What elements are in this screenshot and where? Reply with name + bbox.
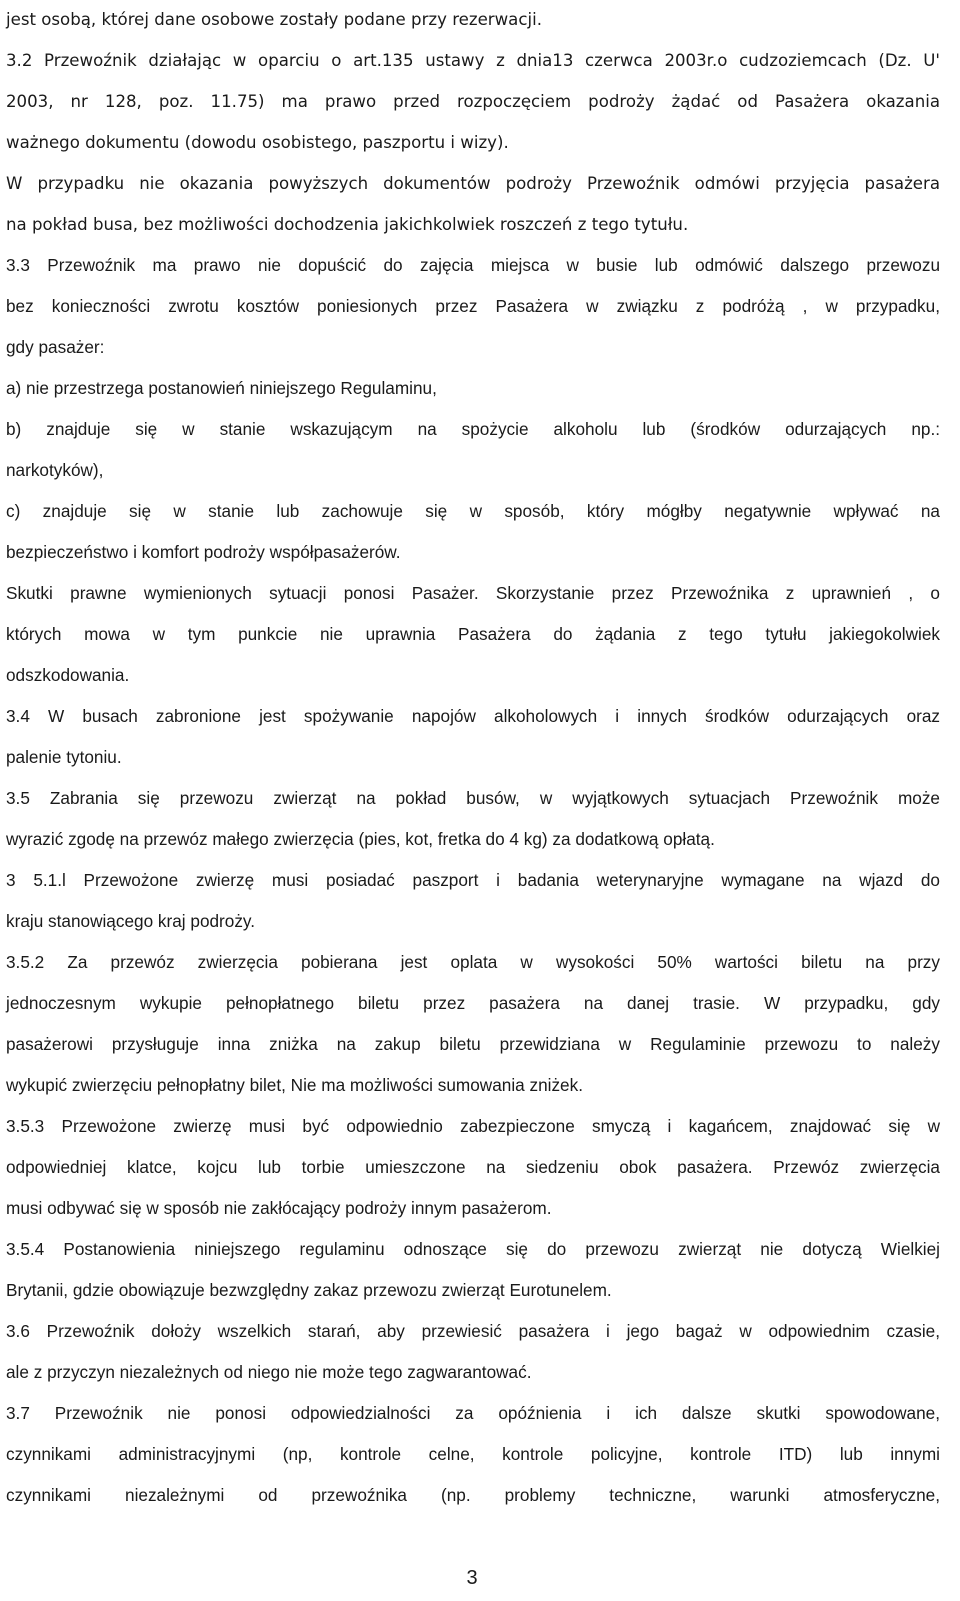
- text-line: 3.7 Przewoźnik nie ponosi odpowiedzialności za opóźnienia i ich dalsze skutki spowodowane,: [6, 1403, 940, 1423]
- text-line: wyrazić zgodę na przewóz małego zwierzęcia (pies, kot, fretka do 4 kg) za dodatkową opłatą.: [6, 829, 715, 849]
- text-line: 3 5.1.l Przewożone zwierzę musi posiadać paszport i badania weterynaryjne wymagane na wjazd do: [6, 870, 940, 890]
- text-line: palenie tytoniu.: [6, 747, 122, 767]
- text-line: kraju stanowiącego kraj podroży.: [6, 911, 256, 931]
- text-line: musi odbywać się w sposób nie zakłócający podroży innym pasażerom.: [6, 1198, 552, 1218]
- text-line: odpowiedniej klatce, kojcu lub torbie umieszczone na siedzeniu obok pasażera. Przewóz zwierzęcia: [6, 1157, 940, 1177]
- text-line: 3.4 W busach zabronione jest spożywanie napojów alkoholowych i innych środków odurzających oraz: [6, 706, 940, 726]
- document-page: [6, 0, 940, 1516]
- text-line: czynnikami niezależnymi od przewoźnika (np. problemy techniczne, warunki atmosferyczne,: [6, 1485, 940, 1505]
- text-line: jest osobą, której dane osobowe zostały podane przy rezerwacji.: [6, 10, 542, 29]
- text-line: a) nie przestrzega postanowień niniejszego Regulaminu,: [6, 378, 437, 398]
- text-line: 3.5 Zabrania się przewozu zwierząt na pokład busów, w wyjątkowych sytuacjach Przewoźnik może: [6, 788, 940, 808]
- text-line: W przypadku nie okazania powyższych dokumentów podroży Przewoźnik odmówi przyjęcia pasażera: [6, 174, 940, 193]
- text-line: 2003, nr 128, poz. 11.75) ma prawo przed rozpoczęciem podroży żądać od Pasażera okazania: [6, 92, 940, 111]
- text-line: czynnikami administracyjnymi (np, kontrole celne, kontrole policyjne, kontrole ITD) lub innymi: [6, 1444, 940, 1464]
- text-line: 3.5.3 Przewożone zwierzę musi być odpowiednio zabezpieczone smyczą i kagańcem, znajdować się w: [6, 1116, 940, 1136]
- text-line: bez konieczności zwrotu kosztów poniesionych przez Pasażera w związku z podróżą , w przypadku,: [6, 296, 940, 316]
- text-line: 3.2 Przewoźnik działając w oparciu o art.135 ustawy z dnia13 czerwca 2003r.o cudzoziemcach (Dz. U': [6, 51, 940, 70]
- text-line: narkotyków),: [6, 460, 104, 480]
- text-line: wykupić zwierzęciu pełnopłatny bilet, Nie ma możliwości sumowania zniżek.: [6, 1075, 583, 1095]
- text-line: gdy pasażer:: [6, 337, 105, 357]
- text-line: 3.6 Przewoźnik dołoży wszelkich starań, aby przewiesić pasażera i jego bagaż w odpowiednim czasie,: [6, 1321, 940, 1341]
- text-line: których mowa w tym punkcie nie uprawnia Pasażera do żądania z tego tytułu jakiegokolwiek: [6, 624, 940, 644]
- text-line: bezpieczeństwo i komfort podroży współpasażerów.: [6, 542, 401, 562]
- text-line: Skutki prawne wymienionych sytuacji ponosi Pasażer. Skorzystanie przez Przewoźnika z uprawnień , o: [6, 583, 940, 603]
- text-line: Brytanii, gdzie obowiązuje bezwzględny zakaz przewozu zwierząt Eurotunelem.: [6, 1280, 612, 1300]
- text-line: ważnego dokumentu (dowodu osobistego, paszportu i wizy).: [6, 133, 509, 152]
- text-line: pasażerowi przysługuje inna zniżka na zakup biletu przewidziana w Regulaminie przewozu to należy: [6, 1034, 940, 1054]
- text-line: jednoczesnym wykupie pełnopłatnego biletu przez pasażera na danej trasie. W przypadku, gdy: [6, 993, 940, 1013]
- text-line: b) znajduje się w stanie wskazującym na spożycie alkoholu lub (środków odurzających np.:: [6, 419, 940, 439]
- text-line: 3.5.4 Postanowienia niniejszego regulaminu odnoszące się do przewozu zwierząt nie dotyczą Wielkiej: [6, 1239, 940, 1259]
- text-line: 3.5.2 Za przewóz zwierzęcia pobierana jest oplata w wysokości 50% wartości biletu na przy: [6, 952, 940, 972]
- page-number: 3: [466, 1567, 478, 1589]
- text-line: na pokład busa, bez możliwości dochodzenia jakichkolwiek roszczeń z tego tytułu.: [6, 215, 689, 234]
- text-line: odszkodowania.: [6, 665, 130, 685]
- text-line: ale z przyczyn niezależnych od niego nie może tego zagwarantować.: [6, 1362, 532, 1382]
- text-line: c) znajduje się w stanie lub zachowuje się w sposób, który mógłby negatywnie wpływać na: [6, 501, 940, 521]
- text-line: 3.3 Przewoźnik ma prawo nie dopuścić do zajęcia miejsca w busie lub odmówić dalszego przewozu: [6, 255, 940, 275]
